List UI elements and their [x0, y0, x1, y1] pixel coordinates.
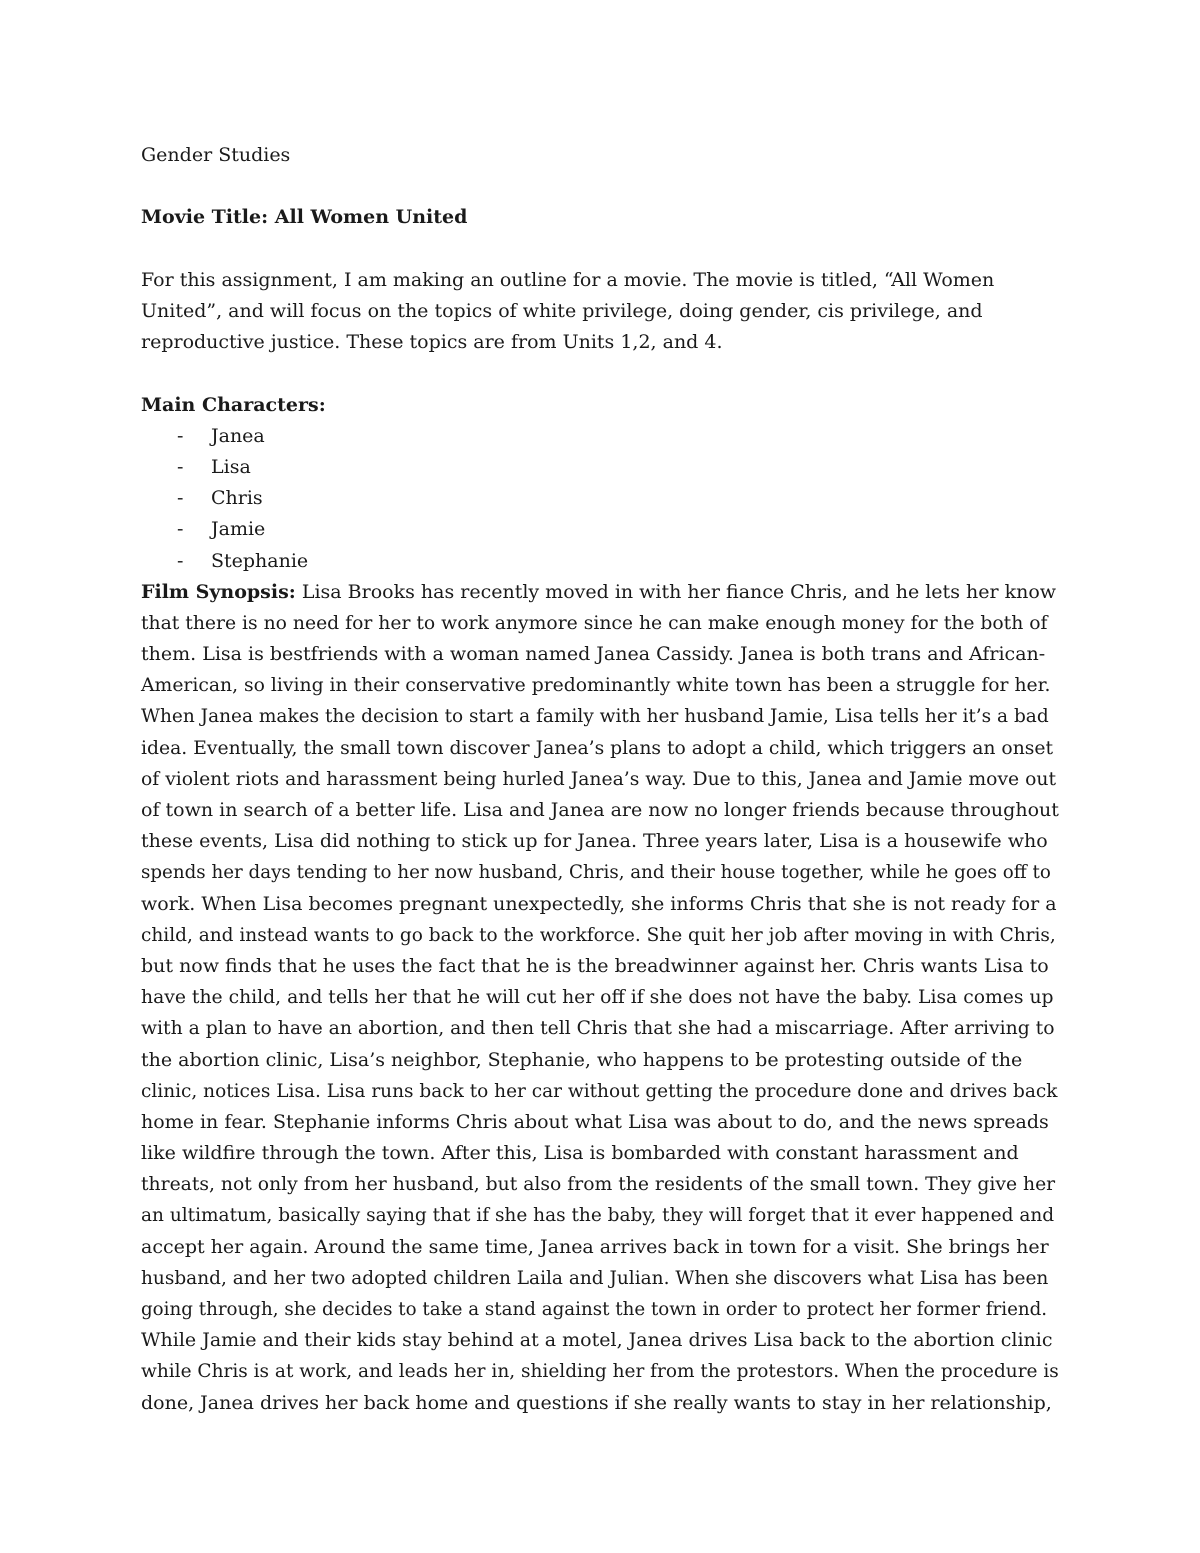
dash-bullet: - — [177, 455, 184, 478]
spacer — [141, 171, 1059, 202]
character-name: Chris — [211, 487, 263, 510]
synopsis-line: of town in search of a better life. Lisa and Janea are now no longer friends because throughout — [141, 799, 1059, 822]
dash-bullet: - — [177, 518, 184, 541]
spacer — [141, 234, 1059, 265]
document-body — [141, 140, 1059, 1419]
movie-title-line — [141, 202, 1059, 233]
synopsis-line: them. Lisa is bestfriends with a woman named Janea Cassidy. Janea is both trans and African- — [141, 643, 1046, 666]
character-name: Stephanie — [211, 549, 309, 572]
film-synopsis — [141, 577, 1059, 1419]
list-item — [141, 546, 1059, 577]
synopsis-line: threats, not only from her husband, but also from the residents of the small town. They give her — [141, 1174, 1056, 1196]
synopsis-line: these events, Lisa did nothing to stick up for Janea. Three years later, Lisa is a housewife who — [141, 830, 1048, 853]
list-item — [141, 514, 1059, 545]
movie-title: All Women United — [274, 206, 468, 229]
synopsis-line: spends her days tending to her now husband, Chris, and their house together, while he goes off to — [141, 862, 1051, 884]
synopsis-first-line: Lisa Brooks has recently moved in with her fiance Chris, and he lets her know — [295, 580, 1057, 603]
character-name: Lisa — [211, 455, 251, 478]
list-item — [141, 452, 1059, 483]
synopsis-line: done, Janea drives her back home and questions if she really wants to stay in her relationship, — [141, 1391, 1052, 1414]
intro-paragraph — [141, 265, 1059, 359]
synopsis-line: an ultimatum, basically saying that if she has the baby, they will forget that it ever happened and — [141, 1205, 1055, 1227]
synopsis-line: that there is no need for her to work anymore since he can make enough money for the both of — [141, 612, 1048, 634]
synopsis-line: with a plan to have an abortion, and then tell Chris that she had a miscarriage. After arriving to — [141, 1018, 1055, 1040]
synopsis-line: of violent riots and harassment being hurled Janea’s way. Due to this, Janea and Jamie move out — [141, 768, 1057, 790]
synopsis-line: going through, she decides to take a stand against the town in order to protect her former friend. — [141, 1299, 1048, 1321]
dash-bullet: - — [177, 487, 184, 510]
dash-bullet: - — [177, 424, 184, 447]
synopsis-line: like wildfire through the town. After this, Lisa is bombarded with constant harassment and — [141, 1142, 1019, 1165]
dash-bullet: - — [177, 549, 184, 572]
synopsis-line: work. When Lisa becomes pregnant unexpectedly, she informs Chris that she is not ready for a — [141, 892, 1057, 915]
synopsis-line: child, and instead wants to go back to the workforce. She quit her job after moving in with Chris, — [141, 924, 1056, 946]
synopsis-line: but now finds that he uses the fact that he is the breadwinner against her. Chris wants Lisa to — [141, 954, 1049, 977]
synopsis-line: accept her again. Around the same time, Janea arrives back in town for a visit. She brings her — [141, 1235, 1049, 1258]
synopsis-line: home in fear. Stephanie informs Chris about what Lisa was about to do, and the news spreads — [141, 1110, 1049, 1133]
synopsis-line: idea. Eventually, the small town discover Janea’s plans to adopt a child, which triggers an onset — [141, 737, 1054, 759]
intro-line: reproductive justice. These topics are from Units 1,2, and 4. — [141, 331, 723, 354]
synopsis-line: have the child, and tells her that he will cut her off if she does not have the baby. Lisa comes up — [141, 987, 1054, 1009]
main-characters-heading: Main Characters: — [141, 393, 326, 416]
synopsis-line: the abortion clinic, Lisa’s neighbor, Stephanie, who happens to be protesting outside of the — [141, 1048, 1023, 1071]
intro-line: United”, and will focus on the topics of white privilege, doing gender, cis privilege, and — [141, 299, 983, 322]
list-item — [141, 483, 1059, 514]
synopsis-line — [141, 577, 1059, 608]
character-list — [141, 421, 1059, 577]
synopsis-line: while Chris is at work, and leads her in, shielding her from the protestors. When the procedure is — [141, 1361, 1059, 1383]
synopsis-line: While Jamie and their kids stay behind at a motel, Janea drives Lisa back to the abortion clinic — [141, 1329, 1053, 1352]
synopsis-label: Film Synopsis: — [141, 580, 296, 603]
course-name: Gender Studies — [141, 144, 291, 166]
intro-line: For this assignment, I am making an outline for a movie. The movie is titled, “All Women — [141, 268, 995, 291]
character-name: Janea — [211, 424, 265, 447]
synopsis-line: American, so living in their conservative predominantly white town has been a struggle for her. — [141, 675, 1051, 697]
synopsis-line: When Janea makes the decision to start a family with her husband Jamie, Lisa tells her it’s a bad — [141, 706, 1049, 728]
synopsis-line: husband, and her two adopted children Laila and Julian. When she discovers what Lisa has been — [141, 1267, 1049, 1289]
spacer — [141, 358, 1059, 389]
movie-title-label: Movie Title: — [141, 206, 269, 229]
synopsis-line: clinic, notices Lisa. Lisa runs back to her car without getting the procedure done and drives back — [141, 1080, 1058, 1102]
character-name: Jamie — [211, 518, 266, 541]
list-item — [141, 421, 1059, 452]
